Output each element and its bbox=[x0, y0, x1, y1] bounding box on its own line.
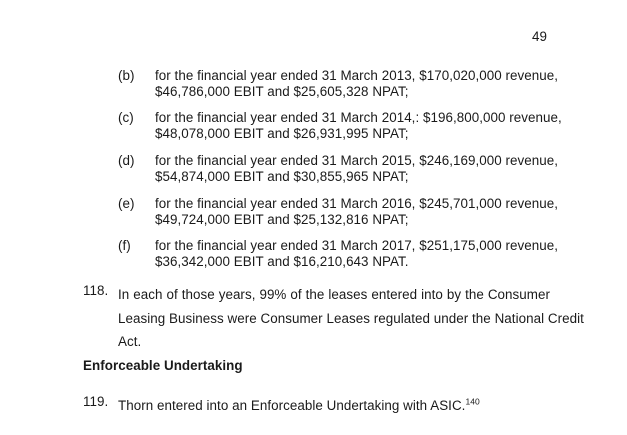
paragraph-line: In each of those years, 99% of the leases entered into by the Consumer bbox=[118, 287, 550, 302]
paragraph-line: Leasing Business were Consumer Leases regulated under the National Credit bbox=[118, 310, 584, 326]
sub-item-label: (b) bbox=[118, 68, 135, 83]
sub-item-line: for the financial year ended 31 March 2013, $170,020,000 revenue, bbox=[155, 68, 559, 83]
paragraph-119-text: Thorn entered into an Enforceable Undertaking with ASIC. bbox=[118, 398, 466, 413]
sub-item-label: (e) bbox=[118, 196, 135, 211]
sub-item-text bbox=[155, 196, 575, 228]
sub-item-line: $46,786,000 EBIT and $25,605,328 NPAT; bbox=[155, 84, 409, 99]
section-heading: Enforceable Undertaking bbox=[83, 358, 243, 373]
paragraph-text bbox=[118, 394, 550, 418]
sub-item-line: $54,874,000 EBIT and $30,855,965 NPAT; bbox=[155, 169, 409, 184]
sub-item-line: $36,342,000 EBIT and $16,210,643 NPAT. bbox=[155, 254, 409, 269]
sub-item-label: (d) bbox=[118, 153, 135, 168]
sub-item-text bbox=[155, 153, 575, 185]
sub-item-text bbox=[155, 68, 575, 100]
sub-item-line: $49,724,000 EBIT and $25,132,816 NPAT; bbox=[155, 212, 409, 227]
sub-item-line: for the financial year ended 31 March 2014,: $196,800,000 revenue, bbox=[155, 110, 562, 125]
sub-item-line: for the financial year ended 31 March 2016, $245,701,000 revenue, bbox=[155, 196, 559, 211]
paragraph-line: Act. bbox=[118, 334, 142, 349]
paragraph-number: 119. bbox=[83, 394, 109, 409]
sub-item-text bbox=[155, 238, 575, 270]
footnote-reference[interactable]: 140 bbox=[465, 396, 480, 407]
sub-item-line: for the financial year ended 31 March 2017, $251,175,000 revenue, bbox=[155, 238, 559, 253]
page-number: 49 bbox=[532, 29, 547, 44]
paragraph-line bbox=[118, 394, 550, 418]
sub-item-label: (f) bbox=[118, 238, 131, 253]
paragraph-text bbox=[118, 283, 584, 354]
sub-item-line: for the financial year ended 31 March 2015, $246,169,000 revenue, bbox=[155, 153, 559, 168]
sub-item-text bbox=[155, 110, 575, 142]
paragraph-number: 118. bbox=[83, 283, 109, 298]
sub-item-label: (c) bbox=[118, 110, 134, 125]
sub-item-line: $48,078,000 EBIT and $26,931,995 NPAT; bbox=[155, 126, 409, 141]
